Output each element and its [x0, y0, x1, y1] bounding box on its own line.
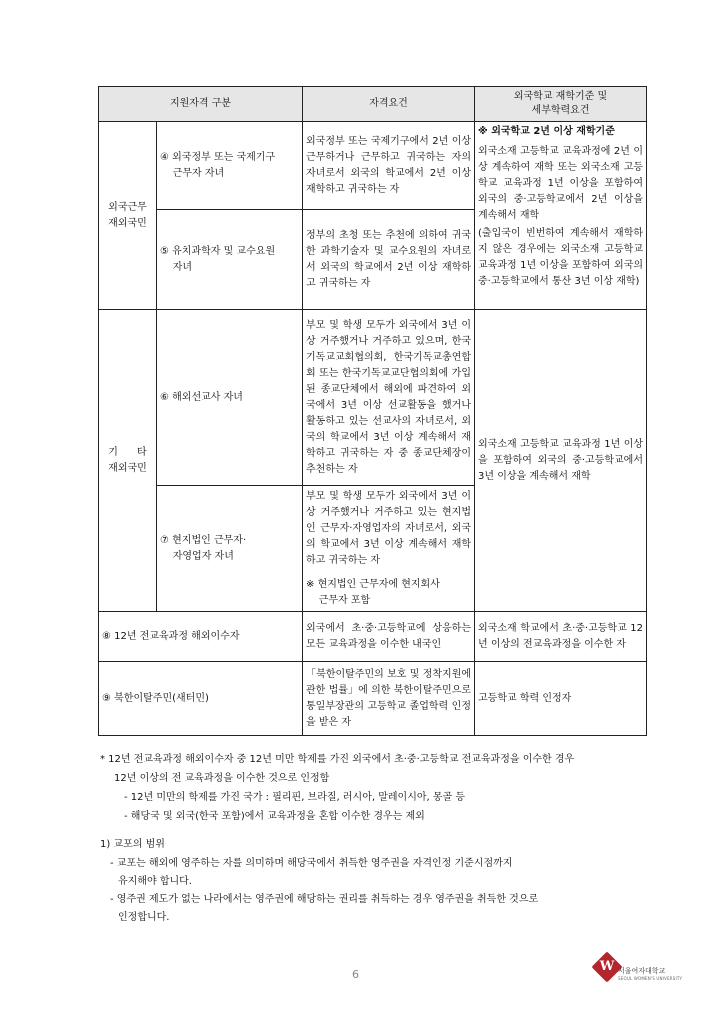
section-item2: - 영주권 제도가 없는 나라에서는 영주권에 해당하는 권리를 취득하는 경우 영주권을 취득한 것으로 — [110, 894, 539, 905]
logo-subtitle: SEOUL WOMEN'S UNIVERSITY — [618, 976, 683, 981]
footnote-line1: * 12년 전교육과정 해외이수자 중 12년 미만 학제를 가진 외국에서 초·중·고등학교 전교육과정을 이수한 경우 — [100, 754, 575, 765]
group2-school-criteria: 외국소재 고등학교 교육과정 1년 이상을 포함하여 외국의 중·고등학교에서 3년 이상을 계속해서 재학 — [475, 310, 647, 612]
logo-letter: W — [599, 959, 615, 974]
row7-note: ※ 현지법인 근무자에 현지회사 근무자 포함 — [306, 578, 440, 606]
table-header-row — [99, 87, 647, 122]
row5-label: ⑤ 유치과학자 및 교수요원 자녀 — [157, 210, 303, 310]
table-row — [99, 612, 647, 662]
row6-requirement: 부모 및 학생 모두가 외국에서 3년 이상 거주했거나 거주하고 있으며, 한국기독교교회협의회, 한국기독교총연합회 또는 한국기독교교단협의회에 가입된 종교단체에서 해외에 파견하여 외국에서 3년 이상 선교활동을 했거나 활동하고 있는 선교사의 자녀로서, 외국의 학교에서 3년 이상 계속해서 재학하고 귀국하는 자 중 종교단체장이 추천하는 자 — [303, 310, 475, 486]
table-footnotes — [100, 750, 660, 826]
row4-requirement: 외국정부 또는 국제기구에서 2년 이상 근무하거나 근무하고 귀국하는 자의 자녀로서 외국의 학교에서 2년 이상 재학하고 귀국하는 자 — [303, 122, 475, 210]
row9-school: 고등학교 학력 인정자 — [475, 662, 647, 736]
footnote-line4: - 해당국 및 외국(한국 포함)에서 교육과정을 혼합 이수한 경우는 제외 — [124, 811, 425, 822]
row7-requirement-cell — [303, 486, 475, 612]
row5-requirement: 정부의 초청 또는 추천에 의하여 귀국한 과학기술자 및 교수요원의 자녀로서 외국의 학교에서 2년 이상 재학하고 귀국하는 자 — [303, 210, 475, 310]
row9-requirement: 「북한이탈주민의 보호 및 정착지원에 관한 법률」에 의한 북한이탈주민으로 통일부장관의 고등학교 졸업학력 인정을 받은 자 — [303, 662, 475, 736]
section-title: 1) 교포의 범위 — [100, 839, 165, 850]
section-item1: - 교포는 해외에 영주하는 자를 의미하며 해당국에서 취득한 영주권을 자격인정 기준시점까지 — [110, 858, 513, 869]
footnote-line2: 12년 이상의 전 교육과정을 이수한 것으로 인정함 — [114, 773, 330, 784]
group1-school-body1: 외국소재 고등학교 교육과정에 2년 이상 계속하여 재학 또는 외국소재 고등학교 교육과정 1년 이상을 포함하여 외국의 중·고등학교에서 2년 이상을 계속해서 재학 — [478, 146, 644, 221]
table-row — [99, 122, 647, 210]
group1-school-body2: (출입국이 빈번하여 계속해서 재학하지 않은 경우에는 외국소재 고등학교 교육과정 1년 이상을 포함하여 외국의 중·고등학교에서 통산 3년 이상 재학) — [478, 228, 644, 287]
group-label-overseas-workers: 외국근무 재외국민 — [99, 122, 157, 310]
row8-requirement: 외국에서 초·중·고등학교에 상응하는 모든 교육과정을 이수한 내국인 — [303, 612, 475, 662]
header-school: 외국학교 재학기준 및 세부학력요건 — [475, 87, 647, 122]
section-item2-cont: 인정합니다. — [118, 912, 170, 923]
row4-label: ④ 외국정부 또는 국제기구 근무자 자녀 — [157, 122, 303, 210]
page-number: 6 — [352, 968, 359, 981]
eligibility-table — [98, 86, 647, 736]
table-row — [99, 310, 647, 486]
section-overseas-koreans — [100, 836, 660, 927]
section-item1-cont: 유지해야 합니다. — [118, 876, 192, 887]
row6-label: ⑥ 해외선교사 자녀 — [157, 310, 303, 486]
row7-requirement: 부모 및 학생 모두가 외국에서 3년 이상 거주했거나 거주하고 있는 현지법인 근무자·자영업자의 자녀로서, 외국의 학교에서 3년 이상 계속해서 재학하고 귀국하는 자 — [306, 490, 472, 566]
header-requirement: 자격요건 — [303, 87, 475, 122]
footnote-line3: - 12년 미만의 학제를 가진 국가 : 필리핀, 브라질, 러시아, 말레이시아, 몽골 등 — [124, 792, 466, 803]
row8-school: 외국소재 학교에서 초·중·고등학교 12년 이상의 전교육과정을 이수한 자 — [475, 612, 647, 662]
university-logo — [590, 956, 683, 990]
group1-school-title: ※ 외국학교 2년 이상 재학기준 — [478, 126, 615, 137]
group1-school-criteria — [475, 122, 647, 310]
row7-label: ⑦ 현지법인 근무자· 자영업자 자녀 — [157, 486, 303, 612]
header-category: 지원자격 구분 — [99, 87, 303, 122]
row8-label: ⑧ 12년 전교육과정 해외이수자 — [99, 612, 303, 662]
logo-name: 서울여자대학교 — [618, 967, 666, 975]
row9-label: ⑨ 북한이탈주민(새터민) — [99, 662, 303, 736]
table-row — [99, 662, 647, 736]
group-label-other-nationals: 기 타 재외국민 — [99, 310, 157, 612]
